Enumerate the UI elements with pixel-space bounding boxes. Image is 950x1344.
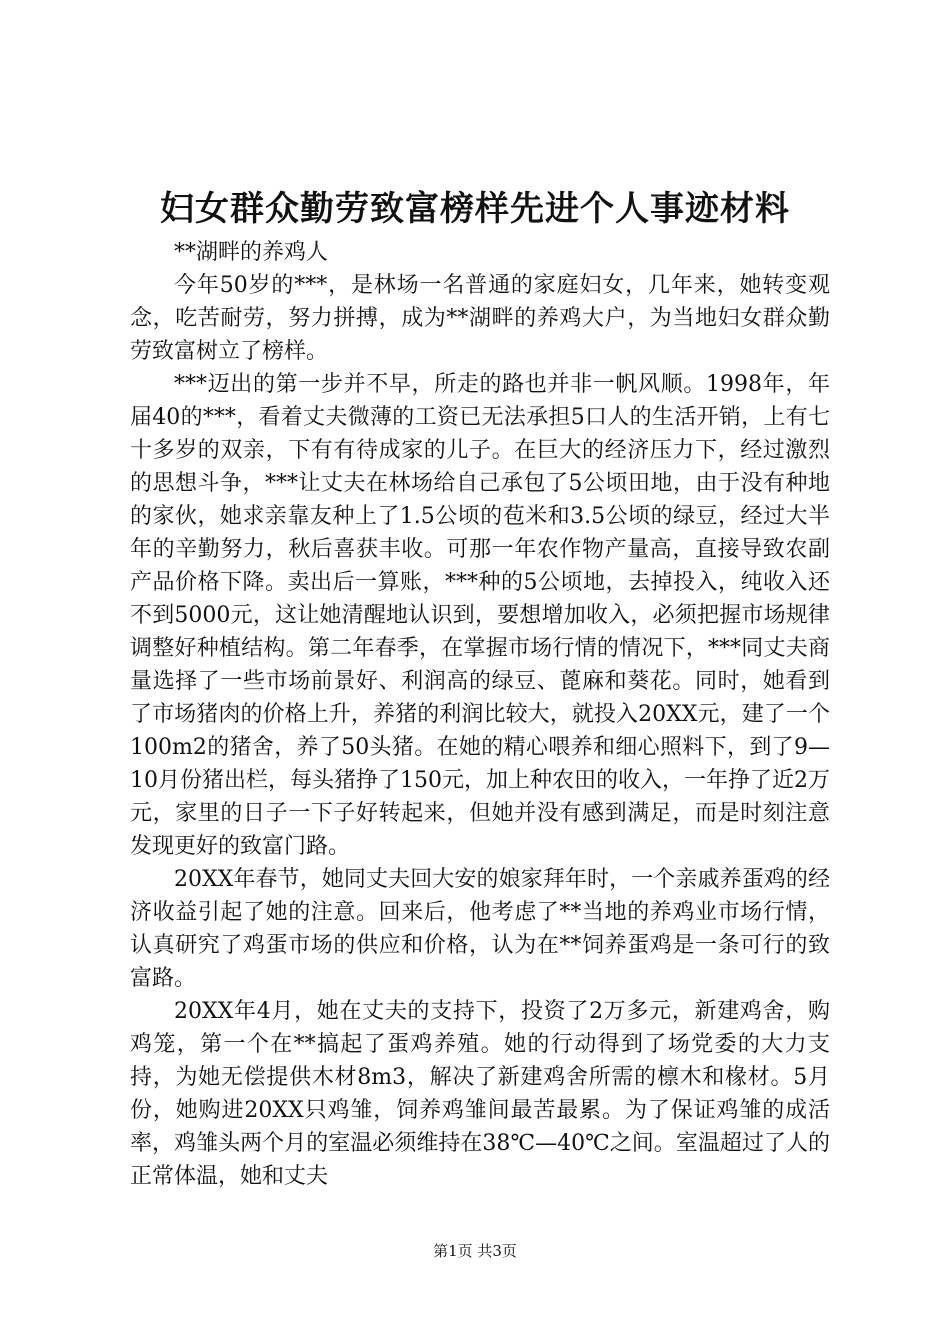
body-paragraph: 20XX年春节，她同丈夫回大安的娘家拜年时，一个亲戚养蛋鸡的经济收益引起了她的注意。回来后，他考虑了**当地的养鸡业市场行情，认真研究了鸡蛋市场的供应和价格，认为在**饲养蛋鸡是一条可行的致富路。: [130, 867, 830, 991]
page-footer: 第1页 共3页: [433, 1242, 517, 1260]
subtitle-paragraph: **湖畔的养鸡人: [174, 240, 329, 265]
body-paragraph: ***迈出的第一步并不早，所走的路也并非一帆风顺。1998年，年届40的***，看着丈夫微薄的工资已无法承担5口人的生活开销，上有七十多岁的双亲，下有有待成家的儿子。在巨大的经济压力下，经过激烈的思想斗争，***让丈夫在林场给自己承包了5公顷田地，由于没有种地的家伙，她求亲靠友种上了1.5公顷的苞米和3.5公顷的绿豆，经过大半年的辛勤努力，秋后喜获丰收。可那一年农作物产量高，直接导致农副产品价格下降。卖出后一算账，***种的5公顷地，去掉投入，纯收入还不到5000元，这让她清醒地认识到，要想增加收入，必须把握市场规律调整好种植结构。第二年春季，在掌握市场行情的情况下，***同丈夫商量选择了一些市场前景好、利润高的绿豆、蓖麻和葵花。同时，她看到了市场猪肉的价格上升，养猪的利润比较大，就投入20XX元，建了一个100m2的猪舍，养了50头猪。在她的精心喂养和细心照料下，到了9—10月份猪出栏，每头猪挣了150元，加上种农田的收入，一年挣了近2万元，家里的日子一下子好转起来，但她并没有感到满足，而是时刻注意发现更好的致富门路。: [130, 372, 830, 859]
document-body: [130, 236, 830, 1193]
document-title: 妇女群众勤劳致富榜样先进个人事迹材料: [160, 189, 790, 229]
body-paragraph: 20XX年4月，她在丈夫的支持下，投资了2万多元，新建鸡舍，购鸡笼，第一个在**搞起了蛋鸡养殖。她的行动得到了场党委的大力支持，为她无偿提供木材8m3，解决了新建鸡舍所需的檩木和椽材。5月份，她购进20XX只鸡雏，饲养鸡雏间最苦最累。为了保证鸡雏的成活率，鸡雏头两个月的室温必须维持在38℃—40℃之间。室温超过了人的正常体温，她和丈夫: [130, 999, 830, 1189]
body-paragraph: 今年50岁的***，是林场一名普通的家庭妇女，几年来，她转变观念，吃苦耐劳，努力拼搏，成为**湖畔的养鸡大户，为当地妇女群众勤劳致富树立了榜样。: [130, 273, 830, 364]
